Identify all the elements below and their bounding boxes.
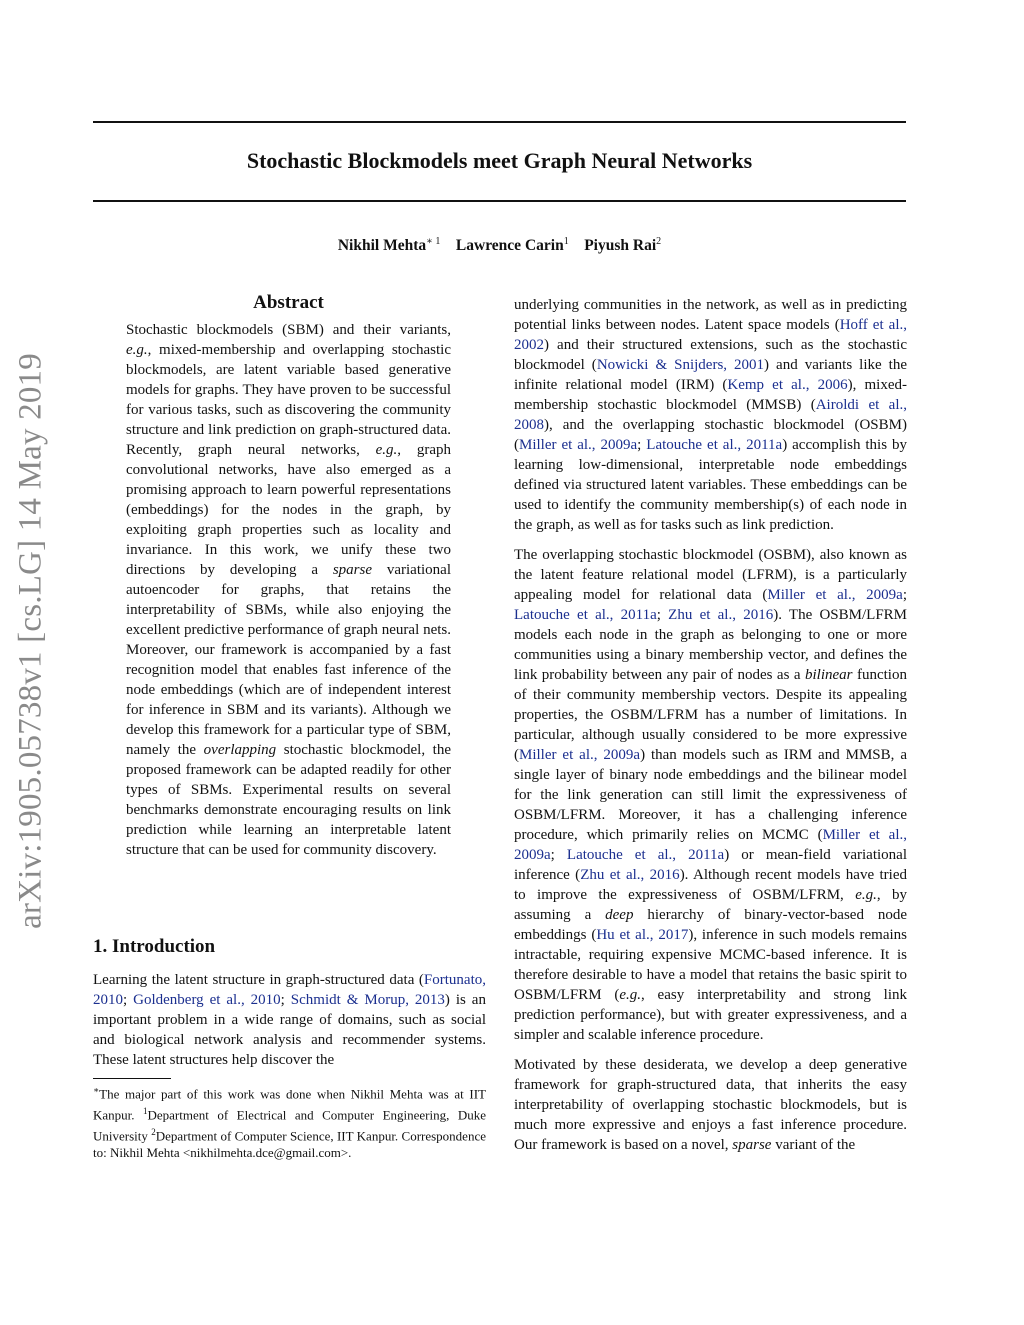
abstract-body [126,320,451,860]
intro-text: Learning the latent structure in graph-structured data ( [93,972,424,988]
body-text: ). The OSBM/LFRM models each node in the graph as belonging to one or more communities using a binary membership vector, and defines the link probability between any pair of nodes as a [514,607,907,683]
abstract-text: variational autoencoder for graphs, that retains the interpretability of SBMs, while also enjoying the excellent predictive performance of graph neural nets. Moreover, our framework is accompanied by a fast recognition model that enables fast inference of the node embeddings (which are of independent interest for inference in SBM and its variants). Although we develop this framework for a particular type of SBM, namely the [126,562,451,758]
body-text: , by assuming a [514,887,908,923]
author-list [93,236,906,255]
body-emphasis: deep [605,907,634,923]
footnote-text: Department of Electrical and Computer Engineering, Duke University [93,1107,486,1143]
right-paragraph-2: The overlapping stochastic blockmodel (OSBM), also known as the latent feature relational model (LFRM), is a particularly appealing model for relational data (Miller et al., 2009a; Latouche et al., 2011a; Zhu et al., 2016). The OSBM/LFRM models each node in the graph as belonging to one or more communities using a binary membership vector, and defines the link probability between any pair of nodes as a bilinear function of their community membership vectors. Despite its appealing properties, the OSBM/LFRM has a number of limitations. In particular, although usually considered to be more expressive (Miller et al., 2009a) than models such as IRM and MMSB, a single layer of binary node embeddings and the bilinear model for the link generation can still limit the expressiveness of OSBM/LFRM. Moreover, it has a challenging inference procedure, which primarily relies on MCMC (Miller et al., 2009a; Latouche et al., 2011a) or mean-field variational inference (Zhu et al., 2016). Although recent models have tried to improve the expressiveness of OSBM/LFRM, e.g., by assuming a deep hierarchy of binary-vector-based node embeddings (Hu et al., 2017), inference in such models remains intractable, requiring expensive MCMC-based inference. It is therefore desirable to have a model that retains the basic spirit to OSBM/LFRM (e.g., easy interpretability and strong link prediction performance), but with greater expressiveness, and a simpler and scalable inference procedure. [514,547,908,1043]
body-text: ) than models such as IRM and MMSB, a single layer of binary node embeddings and the bilinear model for the link generation can still limit the expressiveness of OSBM/LFRM. Moreover, it has a challenging inference procedure, which primarily relies on MCMC ( [514,747,907,843]
citation-link[interactable]: Goldenberg et al., 2010 [133,992,281,1008]
citation-link[interactable]: Kemp et al., 2006 [727,377,848,393]
body-text: hierarchy of binary-vector-based node embeddings ( [514,907,907,943]
right-paragraph-1: underlying communities in the network, as well as in predicting potential links between nodes. Latent space models (Hoff et al., 2002) and their structured extensions, such as the stochastic blockmodel (Nowicki & Snijders, 2001) and variants like the infinite relational model (IRM) (Kemp et al., 2006), mixed-membership stochastic blockmodel (MMSB) (Airoldi et al., 2008), and the overlapping stochastic blockmodel (OSBM) (Miller et al., 2009a; Latouche et al., 2011a) accomplish this by learning low-dimensional, interpretable node embeddings defined via structured latent variables. These embeddings can be used to identify the community membership(s) of each node in the graph, as well as for tasks such as link prediction. [514,297,908,533]
body-text: function of their community membership vectors. Despite its appealing properties, the OSBM/LFRM has a number of limitations. In particular, although usually considered to be more expressive ( [514,667,907,763]
citation-link[interactable]: Zhu et al., 2016 [580,867,680,883]
citation-link[interactable]: Miller et al., 2009a [519,747,641,763]
body-text: , easy interpretability and strong link prediction performance), but with greater expressiveness, and a simpler and scalable inference procedure. [514,987,908,1043]
author-name: Nikhil Mehta [337,237,427,255]
citation-link[interactable]: Hu et al., 2017 [596,927,689,943]
body-text: ) or mean-field variational inference ( [514,847,907,883]
abstract-emphasis: sparse [332,562,373,578]
intro-heading: 1. Introduction [93,936,216,957]
body-text: ), inference in such models remains intractable, requiring expensive MCMC-based inference. It is therefore desirable to have a model that retains the basic spirit to OSBM/LFRM ( [514,927,908,1003]
citation-link[interactable]: Miller et al., 2009a [514,827,907,863]
body-text: ) and variants like the infinite relational model (IRM) ( [514,357,907,393]
citation-link[interactable]: Latouche et al., 2011a [646,437,783,453]
author-affiliation-mark: 1 [563,236,569,247]
top-rule [93,121,906,123]
body-eg: e.g. [619,987,641,1003]
footnote-text: The major part of this work was done when Nikhil Mehta was at IIT Kanpur. [93,1086,486,1123]
body-text: The overlapping stochastic blockmodel (OSBM), also known as the latent feature relational model (LFRM), is a particularly appealing model for relational data ( [514,547,907,603]
abstract-text: , graph convolutional networks, have also emerged as a promising approach to learn powerful representations (embeddings) for the nodes in the graph, by exploiting graph properties such as locality and invariance. In this work, we unify these two directions by developing a [126,442,451,578]
citation-link[interactable]: Hoff et al., 2002 [514,317,908,353]
abstract-text: , mixed-membership and overlapping stochastic blockmodels, are latent variable based generative models for graphs. They have proven to be successful for various tasks, such as discovering the community structure and link prediction on graph-structured data. Recently, graph neural networks, [126,342,451,458]
citation-link[interactable]: Latouche et al., 2011a [566,847,725,863]
paper-title: Stochastic Blockmodels meet Graph Neural Networks [246,148,753,173]
body-text: ). Although recent models have tried to improve the expressiveness of OSBM/LFRM, [514,867,907,903]
right-column [514,295,907,1165]
citation-link[interactable]: Nowicki & Snijders, 2001 [596,357,765,373]
arxiv-sidebar [0,345,62,937]
abstract-heading: Abstract [253,292,324,313]
body-text: ), mixed-membership stochastic blockmodel (MMSB) ( [514,377,908,413]
citation-link[interactable]: Miller et al., 2009a [767,587,903,603]
abstract-emphasis: overlapping [203,742,277,758]
citation-link[interactable]: Schmidt & Morup, 2013 [290,992,445,1008]
arxiv-identifier[interactable]: arXiv:1905.05738v1 [cs.LG] 14 May 2019 [12,353,49,929]
intro-paragraph: Learning the latent structure in graph-structured data (Fortunato, 2010; Goldenberg et al., 2010; Schmidt & Morup, 2013) is an important problem in a wide range of domains, such as social and biological network analysis and recommender systems. These latent structures help discover the [93,972,486,1068]
body-text: ) accomplish this by learning low-dimensional, interpretable node embeddings defined via structured latent variables. These embeddings can be used to identify the community membership(s) of each node in the graph, as well as for tasks such as link prediction. [514,437,908,533]
footnote-text: Department of Computer Science, IIT Kanpur. Correspondence to: Nikhil Mehta <nikhilmehta.dce@gmail.com>. [93,1127,486,1161]
abstract-text: stochastic blockmodel, the proposed framework can be adapted readily for other types of SBMs. Experimental results on several benchmarks demonstrate encouraging results on link prediction while learning an interpretable latent structure that can be used for community discovery. [126,742,451,858]
footnote-rule [93,1078,171,1079]
author-affiliation-mark: ∗ 1 [426,236,441,247]
author-affiliation-mark: 2 [656,236,662,247]
author-name: Lawrence Carin [455,237,564,255]
citation-link[interactable]: Airoldi et al., 2008 [514,397,907,433]
body-text: ), and the overlapping stochastic blockmodel (OSBM) ( [514,417,907,453]
body-text: underlying communities in the network, as well as in predicting potential links between nodes. Latent space models ( [514,297,907,333]
abstract-text: Stochastic blockmodels (SBM) and their variants, [126,322,451,338]
right-paragraph-3 [514,1055,907,1155]
citation-link[interactable]: Zhu et al., 2016 [668,607,774,623]
body-text: ) and their structured extensions, such as the stochastic blockmodel ( [514,337,907,373]
intro-text: ) is an important problem in a wide range of domains, such as social and biological network analysis and recommender systems. These latent structures help discover the [93,992,486,1068]
abstract-eg: e.g. [375,442,398,458]
footnote: ∗The major part of this work was done when Nikhil Mehta was at IIT Kanpur. $^1$Department of Electrical and Computer Engineering, Duke University $^2$Department of Computer Science, IIT Kanpur. Correspondence to: Nikhil Mehta <nikhilmehta.dce@gmail.com>. [93,1085,486,1161]
abstract-eg: e.g. [126,342,148,358]
body-text: Motivated by these desiderata, we develop a deep generative framework for graph-structured data, that inherits the easy interpretability of overlapping stochastic blockmodels, but is much more expressive and enjoys a fast inference procedure. Our framework is based on a novel, [514,1057,907,1153]
body-text: variant of the [771,1137,856,1153]
body-eg: e.g. [855,887,877,903]
body-emphasis: bilinear [805,667,853,683]
citation-link[interactable]: Miller et al., 2009a [519,437,638,453]
body-emphasis: sparse [732,1137,772,1153]
citation-link[interactable]: Fortunato, 2010 [93,972,486,1008]
author-name: Piyush Rai [584,237,657,255]
citation-link[interactable]: Latouche et al., 2011a [514,607,657,623]
title-rule [93,200,906,202]
